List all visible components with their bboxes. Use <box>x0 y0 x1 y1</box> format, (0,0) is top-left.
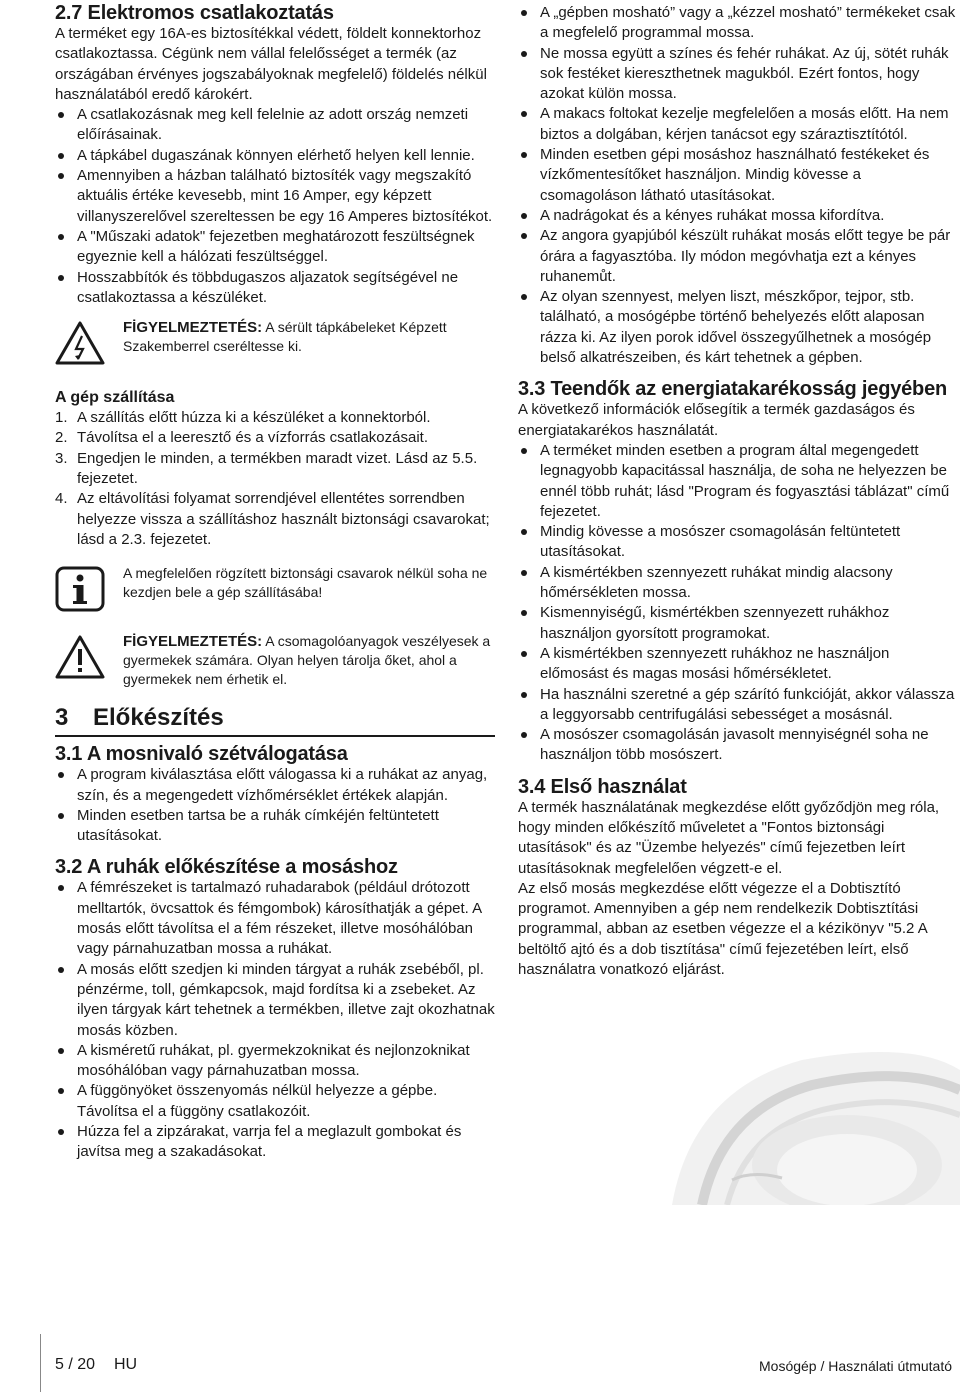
info-notice-transport <box>55 564 495 618</box>
transport-steps <box>55 408 495 550</box>
section-3-3-title: 3.3 Teendők az energiatakarékosság jegyében <box>518 378 948 401</box>
footer-doc-title: Mosógép / Használati útmutató <box>759 1358 952 1374</box>
warning-text: A csomagolóanyagok veszélyesek a gyermekek számára. Olyan helyen tárolja őket, ahol a gyermekek nem érhetik el. <box>123 633 491 688</box>
language-code: HU <box>113 1356 138 1373</box>
info-icon <box>55 566 105 612</box>
list-item: Amennyiben a házban található biztosíték vagy megszakító aktuális értéke kevesebb, mint 16 Amper, egy képzett villanyszerelővel szereltessen be egy 16 Amperes biztosítékot. <box>55 166 495 227</box>
list-item: A fémrészeket is tartalmazó ruhadarabok (például drótozott melltartók, övcsattok és fémgombok) károsíthatják a gépet. A mosás előtt távolítsa el a fém részeket, illetve mosóhálóban vagy párnahuzatban mossa a ruhákat. <box>55 878 495 959</box>
list-item: A mosószer csomagolásán javasolt mennyiségnél soha ne használjon több mosószert. <box>518 725 958 766</box>
left-column <box>55 0 495 1163</box>
section-3-4-paragraph-1: A termék használatának megkezdése előtt győződjön meg róla, hogy minden előkészítő műveletet a "Fontos biztonsági utasítások" és az "Üzembe helyezés" című fejezetben leírt utasításoknak megfelelően végzett-e el. <box>518 798 940 877</box>
warning-label: FİGYELMEZTETÉS: <box>123 319 263 337</box>
transport-title: A gép szállítása <box>55 389 175 407</box>
section-3-2-title: 3.2 A ruhák előkészítése a mosáshoz <box>55 856 398 879</box>
warning-triangle-icon <box>55 634 105 680</box>
list-item: A függönyöket összenyomás nélkül helyezze a gépbe. Távolítsa el a függöny csatlakozóit. <box>55 1081 495 1122</box>
list-item: Hosszabbítók és többdugaszos aljazatok segítségével ne csatlakoztassa a készüléket. <box>55 268 495 309</box>
warning-text: A sérült tápkábeleket Képzett Szakemberrel cseréltesse ki. <box>123 319 447 355</box>
section-3-3-intro: A következő információk elősegítik a termék gazdaságos és energiatakarékos használatát. <box>518 401 915 439</box>
footer-page-info <box>55 1356 137 1374</box>
washing-machine-door-illustration <box>632 1030 960 1205</box>
right-column <box>518 0 958 980</box>
section-2-7-intro: A terméket egy 16A-es biztosítékkal védett, földelt konnektorhoz csatlakoztassa. Cégünk nem vállal felelősséget a termék (az országában érvényes jogszabályoknak megfelelő) földelés nélkül használatából eredő károkért. <box>55 25 487 103</box>
section-3-1-bullets <box>55 765 495 846</box>
list-item: Ne mossa együtt a színes és fehér ruhákat. Az új, sötét ruhák sok festéket kiereszthetnek magukból. Ezért fontos, hogy azokat külön mossa. <box>518 44 958 105</box>
list-item: A program kiválasztása előtt válogassa ki a ruhákat az anyag, szín, és a megengedett vízhőmérséklet értékek alapján. <box>55 765 495 806</box>
section-3-2-bullets <box>55 878 495 1162</box>
list-item: Ha használni szeretné a gép szárító funkcióját, akkor válassza a leggyorsabb centrifugálási sebességet a mosásnál. <box>518 685 958 726</box>
section-2-7-title: 2.7 Elektromos csatlakoztatás <box>55 2 334 24</box>
list-item: A kismértékben szennyezett ruhákat mindig alacsony hőmérsékleten mossa. <box>518 563 958 604</box>
list-item: 4. Az eltávolítási folyamat sorrendjével ellentétes sorrendben helyezze vissza a szállításhoz használt biztonsági csavarokat; lásd a 2.3. fejezetet. <box>55 490 490 548</box>
list-item: Kismennyiségű, kismértékben szennyezett ruhákhoz használjon gyorsított programokat. <box>518 603 958 644</box>
list-item: Az angora gyapjúból készült ruhákat mosás előtt tegye be pár órára a fagyasztóba. Ily módon megóvhatja ezt a kényes ruhanemůt. <box>518 226 958 287</box>
list-item: A csatlakozásnak meg kell felelnie az adott ország nemzeti előírásainak. <box>55 105 495 146</box>
info-text: A megfelelően rögzített biztonsági csavarok nélkül soha ne kezdjen bele a gép szállításába! <box>123 565 488 601</box>
list-item: Húzza fel a zipzárakat, varrja fel a meglazult gombokat és javítsa meg a szakadásokat. <box>55 1122 495 1163</box>
list-item: 3. Engedjen le minden, a termékben maradt vizet. Lásd az 5.5. fejezetet. <box>55 449 478 488</box>
section-3-4-paragraph-2: Az első mosás megkezdése előtt végezze el a Dobtisztító programot. Amennyiben a gép nem rendelkezik Dobtisztítási programmal, abban az esetben végezze el a kézikönyv "5.2 A beltöltő ajtó és a dob tisztítása" című fejezetében leírt, első használatra vonatkozó eljárást. <box>518 879 927 979</box>
list-item: A "Műszaki adatok" fejezetben meghatározott feszültségnek egyeznie kell a hálózati feszültséggel. <box>55 227 495 268</box>
list-item: A nadrágokat és a kényes ruhákat mossa kifordítva. <box>518 206 958 226</box>
list-item: A terméket minden esetben a program által megengedett legnagyobb kapacitással használja, de soha ne helyezzen be ennél több ruhát; lásd "Program és fogyasztási táblázat" című fejezetet. <box>518 441 958 522</box>
list-item: A makacs foltokat kezelje megfelelően a mosás előtt. Ha nem biztos a dolgában, kérjen tanácsot egy száraztisztítótól. <box>518 104 958 145</box>
list-item: Minden esetben tartsa be a ruhák címkéjén feltüntetett utasításokat. <box>55 806 495 847</box>
list-item: A „gépben mosható” vagy a „kézzel mosható” termékeket csak a megfelelő programmal mossa. <box>518 3 958 44</box>
electric-hazard-icon <box>55 320 105 366</box>
warning-notice-cable <box>55 318 495 372</box>
list-item: A kisméretű ruhákat, pl. gyermekzoknikat és nejlonzoknikat mosóhálóban vagy párnahuzatban mossa. <box>55 1041 495 1082</box>
footer-divider <box>40 1334 41 1392</box>
chapter-3-title: 3 Előkészítés <box>55 703 495 737</box>
section-3-4-title: 3.4 Első használat <box>518 775 687 798</box>
sorting-bullets-continued <box>518 3 958 368</box>
warning-notice-packaging <box>55 632 495 689</box>
list-item: A kismértékben szennyezett ruhákhoz ne használjon előmosást és magas mosási hőmérsékletet. <box>518 644 958 685</box>
section-2-7-bullets <box>55 105 495 308</box>
list-item: 1. A szállítás előtt húzza ki a készüléket a konnektorból. <box>55 409 431 427</box>
list-item: Az olyan szennyest, melyen liszt, mészkőpor, tejpor, stb. található, a mosógépbe történő behelyezés előtt alaposan rázza ki. Az ilyen porok idővel összegyűlhetnek a mosógép belső alkatrészeiben, és kárt tehetnek a gépben. <box>518 287 958 368</box>
list-item: A tápkábel dugaszának könnyen elérhető helyen kell lennie. <box>55 146 495 166</box>
section-3-1-title: 3.1 A mosnivaló szétválogatása <box>55 743 348 766</box>
page-number: 5 / 20 <box>55 1356 96 1373</box>
list-item: Mindig kövesse a mosószer csomagolásán feltüntetett utasításokat. <box>518 522 958 563</box>
list-item: A mosás előtt szedjen ki minden tárgyat a ruhák zsebéből, pl. pénzérme, toll, gémkapcsok, majd fordítsa ki a zsebeket. Az ilyen tárgyak kárt tehetnek a termékben, illetve zajt okozhatnak mosás közben. <box>55 960 495 1041</box>
list-item: 2. Távolítsa el a leeresztő és a vízforrás csatlakozásait. <box>55 429 428 447</box>
section-3-3-bullets <box>518 441 958 766</box>
list-item: Minden esetben gépi mosáshoz használható festékeket és vízkőmentesítőket használjon. Mindig kövesse a csomagoláson látható utasításokat. <box>518 145 958 206</box>
warning-label: FİGYELMEZTETÉS: <box>123 633 263 651</box>
